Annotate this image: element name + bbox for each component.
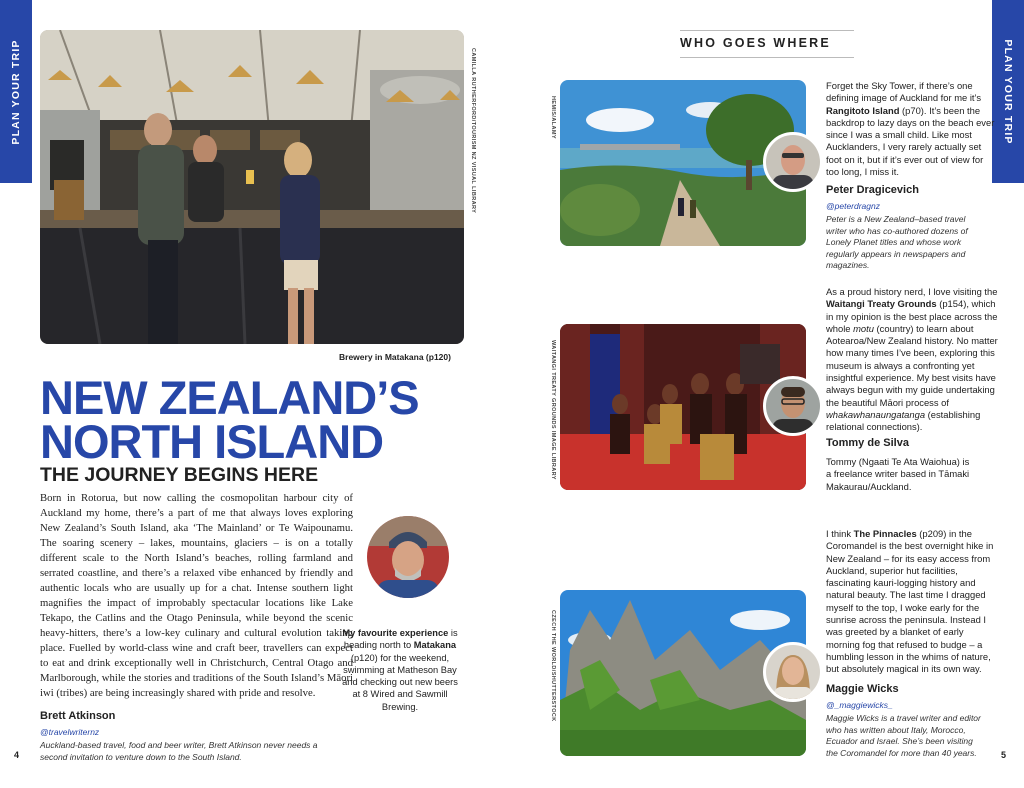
page-headline [40, 371, 480, 468]
section-rule-bottom [680, 57, 854, 58]
side-tab-left-label: PLAN YOUR TRIP [10, 38, 22, 145]
maggie-text-place: The Pinnacles [853, 528, 917, 539]
maggie-bio: Maggie Wicks is a travel writer and editor who has written about Italy, Morocco, Ecuador and Israel. She’s been visiting the Coromandel for more than 40 years. [826, 713, 981, 758]
side-tab-right-label: PLAN YOUR TRIP [1002, 38, 1014, 145]
section-title: WHO GOES WHERE [680, 36, 831, 50]
headline-line-1: NEW ZEALAND’S [40, 371, 419, 424]
tommy-text-mid2: (country) to learn about Aotearoa/New Zealand history. No matter how many times I’ve been, exploring this museum is always a confronting yet insightful experience. My best visits have always begun with my guide undertaking the beautiful Māori process of [826, 322, 998, 408]
page-subheading: THE JOURNEY BEGINS HERE [40, 464, 319, 486]
waitangi-photo-credit: WAITANGI TREATY GROUNDS IMAGE LIBRARY [550, 340, 556, 480]
favourite-place: Matakana [413, 640, 457, 651]
tommy-de-silva-avatar [763, 376, 823, 436]
brewery-photo-credit: CAMILLA RUTHERFORD/TOURISM NZ VISUAL LIBRARY [470, 48, 476, 214]
tommy-text-italic2: whakawhanaungatanga [826, 408, 926, 420]
tommy-profile-text [826, 286, 998, 434]
peter-profile-text [826, 80, 996, 178]
peter-text-post: (p70). It’s been the backdrop to lazy days on the beach ever since I was a small child. Like most Aucklanders, I very rarely actually set foot on it, but if it’s ever out of view for too long, I miss it. [826, 104, 995, 178]
brett-atkinson-avatar [367, 516, 449, 598]
maggie-handle: @_maggiewicks_ [826, 700, 893, 710]
right-page-number: 5 [1000, 750, 1006, 760]
intro-body-text: Born in Rotorua, but now calling the cosmopolitan harbour city of Auckland my home, there’s a part of me that always loves exploring New Zealand’s South Island, aka ‘The Mainland’ or Te Waipounamu. The soaring scenery – lakes, mountains, glaciers – is on a totally different scale to the North Island’s beaches, rolling farmland and serrated coastline, and there’s a relaxed vibe enhanced by friendly and authentic locals who are usually up for a chat. Intense southern light magnifies the impact of improbably spectacular locations like Lake Tekapo, the Catlins and the Otago Peninsula, while beyond the scenic heavy-hitters, there’s a low-key culinary and cultural evolution taking place. Fuelled by world-class wine and craft beer, travellers can expect to eat and drink exceptionally well in Christchurch, Central Otago and Marlborough, while the stories and traditions of the South Island’s Māori iwi (tribes) are being increasingly shared with pride and resolve. [40, 492, 353, 699]
tommy-text-italic: motu [853, 322, 874, 334]
side-tab-right [992, 0, 1024, 183]
maggie-profile-text [826, 528, 998, 676]
peter-bio: Peter is a New Zealand–based travel writer who has co-authored dozens of Lonely Planet titles and whose work regularly appears in newspapers and magazines. [826, 214, 968, 270]
brewery-photo [40, 30, 464, 344]
peter-text-place: Rangitoto Island [826, 104, 900, 116]
maggie-name: Maggie Wicks [826, 683, 899, 695]
favourite-label: My favourite experience [342, 628, 449, 638]
tommy-text-mid: (p154), which in my opinion is the best place across the whole [826, 298, 998, 334]
tommy-name: Tommy de Silva [826, 437, 909, 449]
tommy-text-pre: As a proud history nerd, I love visiting the [826, 286, 998, 297]
tommy-text-post: (establishing relational connections). [826, 408, 981, 433]
rangitoto-photo-credit: HEMIS/ALAMY [550, 96, 556, 139]
section-rule-top [680, 30, 854, 31]
peter-text-pre: Forget the Sky Tower, if there’s one defining image of Auckland for me it’s [826, 80, 982, 104]
left-author-name: Brett Atkinson [40, 710, 116, 722]
brewery-photo-caption: Brewery in Matakana (p120) [339, 352, 451, 362]
left-page-number: 4 [14, 750, 20, 760]
side-tab-left [0, 0, 32, 183]
peter-handle: @peterdragnz [826, 201, 880, 211]
pinnacles-photo-credit: CZECH THE WORLD/SHUTTERSTOCK [550, 610, 556, 722]
left-author-handle: @travelwriternz [40, 727, 100, 737]
tommy-text-place: Waitangi Treaty Grounds [826, 298, 937, 310]
favourite-experience-text [341, 627, 459, 713]
maggie-wicks-avatar [763, 642, 823, 702]
headline-line-2: NORTH ISLAND [40, 415, 384, 468]
favourite-post: (p120) for the weekend, swimming at Matheson Bay and checking out new beers at 8 Wired and Sawmill Brewing. [342, 652, 458, 712]
peter-name: Peter Dragicevich [826, 184, 919, 196]
maggie-text-pre: I think [826, 528, 854, 539]
tommy-bio: Tommy (Ngaati Te Ata Waiohua) is a freelance writer based in Tāmaki Makaurau/Auckland. [826, 456, 970, 492]
maggie-text-post: (p209) in the Coromandel is the best overnight hike in New Zealand – for its easy access from Auckland, superior hut facilities, fascinating kauri-logging history and natural beauty. The last time I dragged myself to the top, I woke early for the sunrise across the peninsula. Instead I was greeted by a blanket of early morning fog that refused to budge – a humbling lesson in the whims of nature, but absolutely magical in its own way. [826, 528, 994, 675]
left-author-bio: Auckland-based travel, food and beer writer, Brett Atkinson never needs a second invitation to venture down to the South Island. [40, 740, 318, 762]
favourite-pre: is heading north to [343, 628, 458, 651]
peter-dragicevich-avatar [763, 132, 823, 192]
